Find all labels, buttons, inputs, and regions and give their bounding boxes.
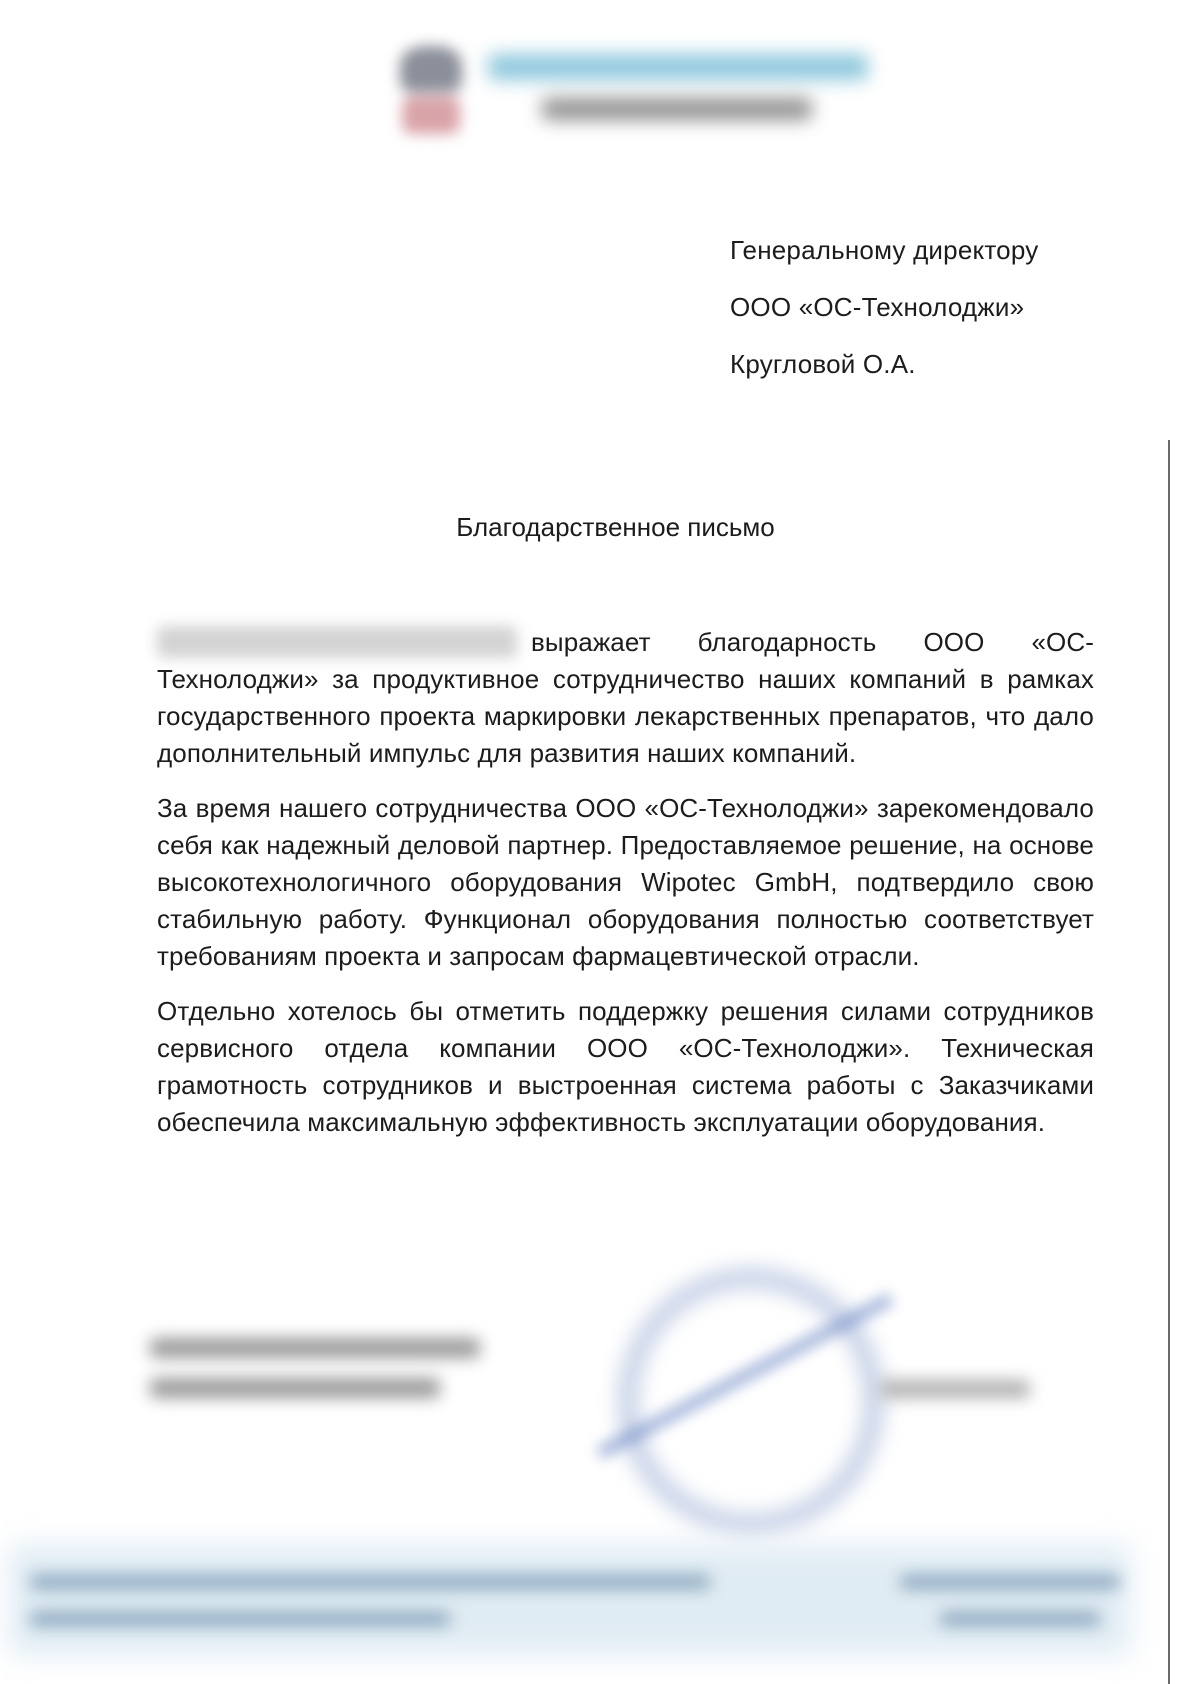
redacted-footer-line xyxy=(940,1612,1100,1626)
letterhead xyxy=(392,40,880,150)
redacted-sender-name xyxy=(157,626,517,658)
addressee-block xyxy=(730,222,1038,393)
paragraph-2: За время нашего сотрудничества ООО «ОС-Технолоджи» зарекомендовало себя как надежный деловой партнер. Предоставляемое решение, на основе высокотехнологичного оборудования Wipotec GmbH, подтвердило свою стабильную работу. Функционал оборудования полностью соответствует требованиям проекта и запросам фармацевтической отрасли. xyxy=(157,793,1094,971)
redacted-footer-line xyxy=(30,1575,710,1589)
paragraph-3: Отдельно хотелось бы отметить поддержку решения силами сотрудников сервисного отдела компании ООО «ОС-Технолоджи». Техническая грамотность сотрудников и выстроенная система работы с Заказчиками обеспечила максимальную эффективность эксплуатации оборудования. xyxy=(157,996,1094,1137)
paragraph-1-text: выражает благодарность ООО «ОС-Технолоджи» за продуктивное сотрудничество наших компаний в рамках государственного проекта маркировки лекарственных препаратов, что дало дополнительный импульс для развития наших компаний. xyxy=(157,627,1094,768)
document-title: Благодарственное письмо xyxy=(456,512,775,542)
redacted-footer xyxy=(10,1545,1130,1655)
scan-edge-line xyxy=(1168,440,1170,1684)
stamp-seal-icon xyxy=(620,1270,882,1532)
addressee-person: Кругловой О.А. xyxy=(730,349,916,379)
addressee-company: ООО «ОС-Технолоджи» xyxy=(730,292,1025,322)
redacted-footer-line xyxy=(900,1575,1120,1589)
addressee-position: Генеральному директору xyxy=(730,235,1039,265)
redacted-signatory-title xyxy=(150,1338,480,1358)
redacted-footer-line xyxy=(30,1612,450,1626)
redacted-signatory-name xyxy=(880,1380,1030,1398)
paragraph-1 xyxy=(157,624,1094,772)
letter-body xyxy=(157,624,1094,1159)
redacted-organization-name xyxy=(488,54,868,80)
redacted-organization-subtitle xyxy=(542,98,812,120)
redacted-signatory-company xyxy=(150,1378,440,1398)
emblem-icon xyxy=(392,46,470,142)
